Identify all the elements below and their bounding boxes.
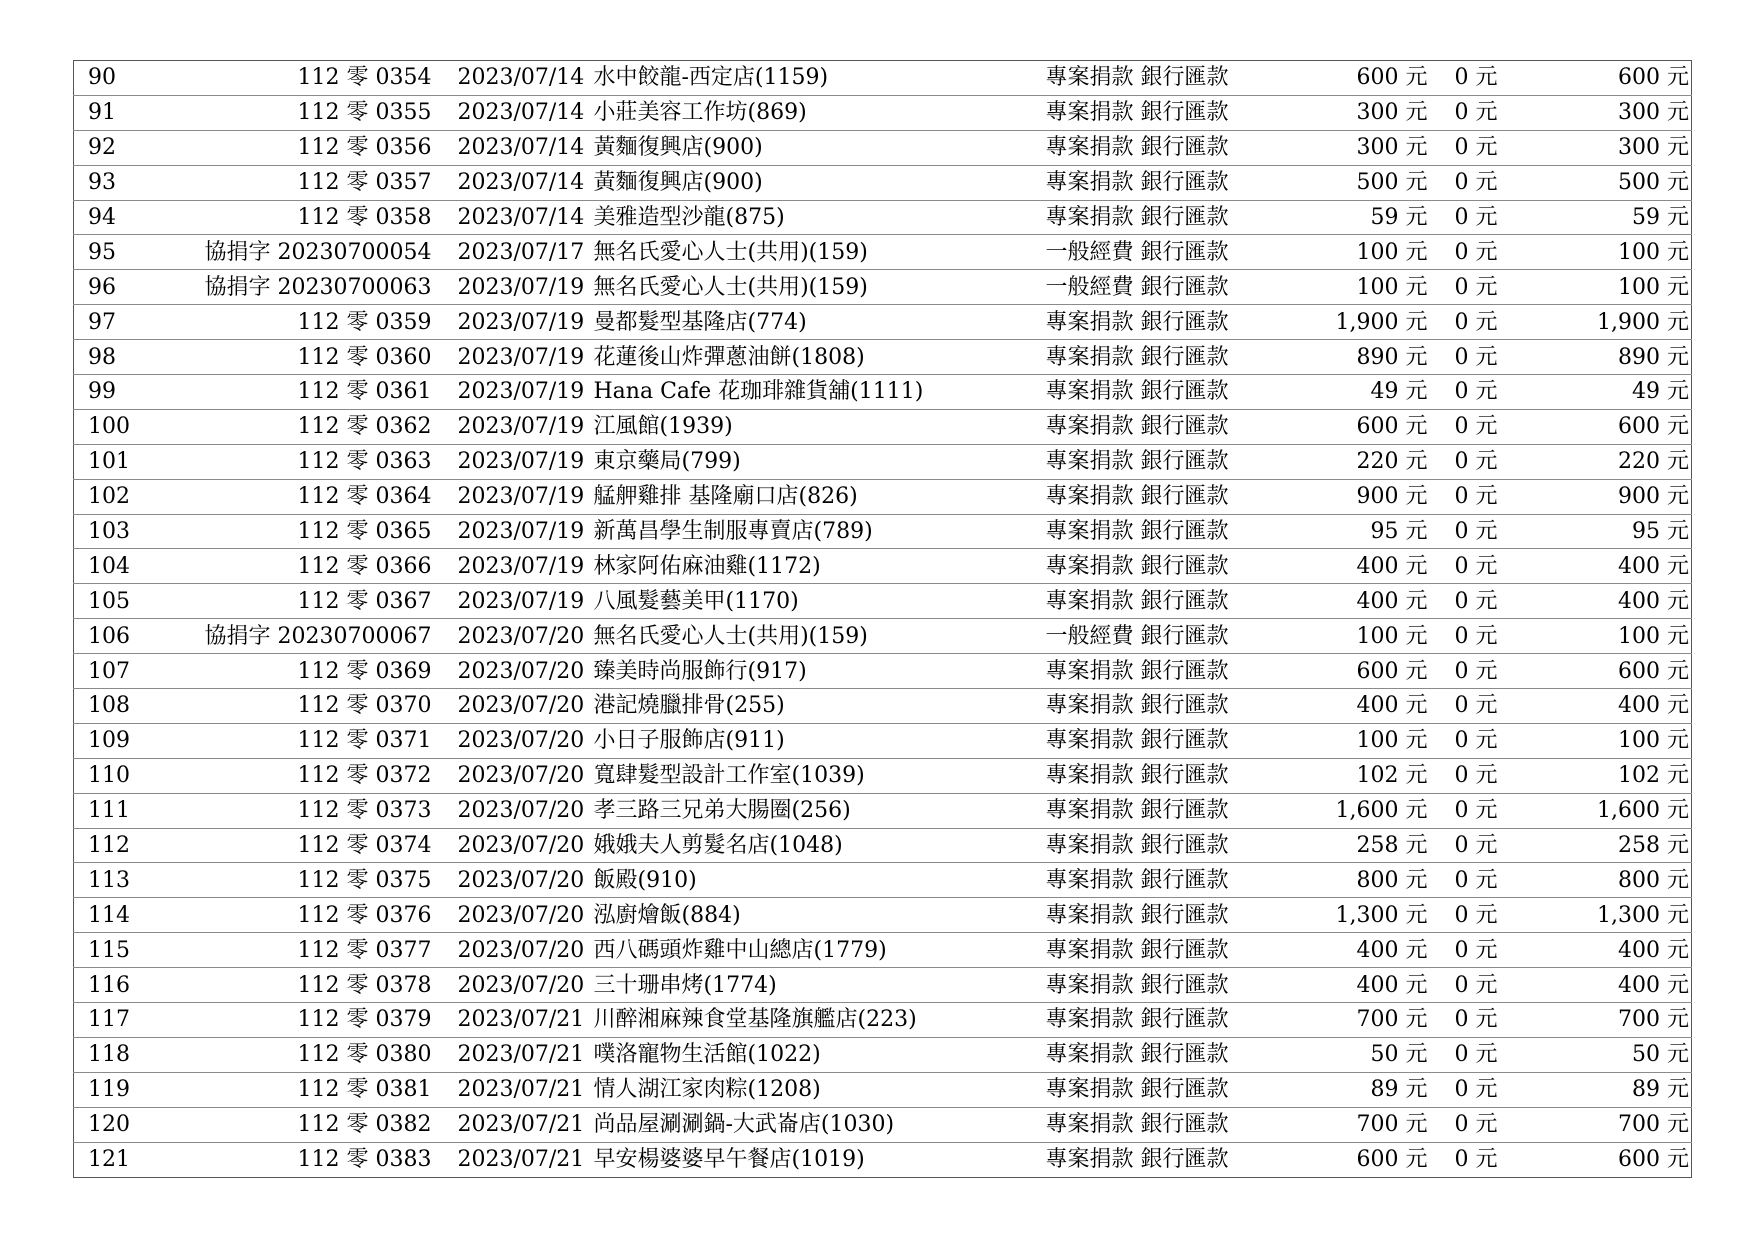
- fee-amount: 0 元: [1440, 514, 1540, 549]
- row-number: 110: [74, 758, 138, 793]
- donor-name: 娥娥夫人剪髮名店(1048): [588, 828, 1042, 863]
- donor-name: 川醉湘麻辣食堂基隆旗艦店(223): [588, 1003, 1042, 1038]
- net-amount: 300 元: [1540, 95, 1692, 130]
- receipt-number: 112 零 0377: [138, 933, 450, 968]
- donation-purpose-method: 專案捐款 銀行匯款: [1042, 1142, 1336, 1177]
- receipt-number: 112 零 0369: [138, 654, 450, 689]
- row-number: 108: [74, 689, 138, 724]
- row-number: 105: [74, 584, 138, 619]
- donation-amount: 100 元: [1336, 723, 1440, 758]
- donation-amount: 400 元: [1336, 584, 1440, 619]
- receipt-number: 112 零 0381: [138, 1072, 450, 1107]
- donation-purpose-method: 專案捐款 銀行匯款: [1042, 1037, 1336, 1072]
- table-row: [74, 235, 1692, 270]
- net-amount: 102 元: [1540, 758, 1692, 793]
- net-amount: 100 元: [1540, 270, 1692, 305]
- net-amount: 400 元: [1540, 968, 1692, 1003]
- table-row: [74, 828, 1692, 863]
- table-row: [74, 200, 1692, 235]
- table-row: [74, 584, 1692, 619]
- donor-name: 花蓮後山炸彈蔥油餅(1808): [588, 340, 1042, 375]
- row-number: 114: [74, 898, 138, 933]
- row-number: 107: [74, 654, 138, 689]
- table-row: [74, 793, 1692, 828]
- receipt-number: 112 零 0371: [138, 723, 450, 758]
- row-number: 106: [74, 619, 138, 654]
- donation-amount: 400 元: [1336, 689, 1440, 724]
- fee-amount: 0 元: [1440, 828, 1540, 863]
- receipt-number: 112 零 0359: [138, 305, 450, 340]
- donation-date: 2023/07/20: [450, 689, 588, 724]
- donation-amount: 600 元: [1336, 654, 1440, 689]
- donation-date: 2023/07/19: [450, 340, 588, 375]
- row-number: 103: [74, 514, 138, 549]
- net-amount: 59 元: [1540, 200, 1692, 235]
- receipt-number: 112 零 0379: [138, 1003, 450, 1038]
- row-number: 90: [74, 61, 138, 96]
- donor-name: 八風髮藝美甲(1170): [588, 584, 1042, 619]
- donation-amount: 100 元: [1336, 235, 1440, 270]
- receipt-number: 112 零 0361: [138, 375, 450, 410]
- table-row: [74, 130, 1692, 165]
- donor-name: 東京藥局(799): [588, 444, 1042, 479]
- donation-purpose-method: 專案捐款 銀行匯款: [1042, 933, 1336, 968]
- table-row: [74, 61, 1692, 96]
- fee-amount: 0 元: [1440, 793, 1540, 828]
- donation-date: 2023/07/21: [450, 1037, 588, 1072]
- donation-amount: 100 元: [1336, 619, 1440, 654]
- fee-amount: 0 元: [1440, 549, 1540, 584]
- receipt-number: 112 零 0374: [138, 828, 450, 863]
- donor-name: 水中餃龍-西定店(1159): [588, 61, 1042, 96]
- net-amount: 600 元: [1540, 61, 1692, 96]
- donor-name: 港記燒臘排骨(255): [588, 689, 1042, 724]
- fee-amount: 0 元: [1440, 584, 1540, 619]
- donation-date: 2023/07/14: [450, 130, 588, 165]
- row-number: 119: [74, 1072, 138, 1107]
- donation-purpose-method: 專案捐款 銀行匯款: [1042, 479, 1336, 514]
- fee-amount: 0 元: [1440, 305, 1540, 340]
- donor-name: 臻美時尚服飾行(917): [588, 654, 1042, 689]
- donation-date: 2023/07/19: [450, 270, 588, 305]
- table-row: [74, 514, 1692, 549]
- receipt-number: 112 零 0378: [138, 968, 450, 1003]
- donation-purpose-method: 專案捐款 銀行匯款: [1042, 654, 1336, 689]
- net-amount: 89 元: [1540, 1072, 1692, 1107]
- row-number: 93: [74, 165, 138, 200]
- fee-amount: 0 元: [1440, 61, 1540, 96]
- net-amount: 700 元: [1540, 1107, 1692, 1142]
- row-number: 91: [74, 95, 138, 130]
- table-row: [74, 723, 1692, 758]
- receipt-number: 112 零 0357: [138, 165, 450, 200]
- donation-purpose-method: 專案捐款 銀行匯款: [1042, 514, 1336, 549]
- donor-name: 西八碼頭炸雞中山總店(1779): [588, 933, 1042, 968]
- donation-date: 2023/07/19: [450, 584, 588, 619]
- fee-amount: 0 元: [1440, 654, 1540, 689]
- donation-amount: 50 元: [1336, 1037, 1440, 1072]
- net-amount: 100 元: [1540, 619, 1692, 654]
- donation-date: 2023/07/20: [450, 863, 588, 898]
- donation-purpose-method: 專案捐款 銀行匯款: [1042, 1072, 1336, 1107]
- donor-name: 無名氏愛心人士(共用)(159): [588, 270, 1042, 305]
- row-number: 117: [74, 1003, 138, 1038]
- donation-amount: 300 元: [1336, 95, 1440, 130]
- receipt-number: 112 零 0366: [138, 549, 450, 584]
- fee-amount: 0 元: [1440, 235, 1540, 270]
- receipt-number: 112 零 0376: [138, 898, 450, 933]
- donation-amount: 49 元: [1336, 375, 1440, 410]
- donation-amount: 400 元: [1336, 968, 1440, 1003]
- receipt-number: 112 零 0355: [138, 95, 450, 130]
- row-number: 97: [74, 305, 138, 340]
- net-amount: 258 元: [1540, 828, 1692, 863]
- donation-date: 2023/07/19: [450, 305, 588, 340]
- table-row: [74, 863, 1692, 898]
- fee-amount: 0 元: [1440, 1037, 1540, 1072]
- donation-amount: 900 元: [1336, 479, 1440, 514]
- donation-amount: 89 元: [1336, 1072, 1440, 1107]
- table-row: [74, 270, 1692, 305]
- donation-date: 2023/07/19: [450, 375, 588, 410]
- donation-purpose-method: 專案捐款 銀行匯款: [1042, 340, 1336, 375]
- donation-purpose-method: 專案捐款 銀行匯款: [1042, 61, 1336, 96]
- donor-name: 無名氏愛心人士(共用)(159): [588, 619, 1042, 654]
- donor-name: 情人湖江家肉粽(1208): [588, 1072, 1042, 1107]
- donation-amount: 600 元: [1336, 61, 1440, 96]
- donation-purpose-method: 專案捐款 銀行匯款: [1042, 549, 1336, 584]
- net-amount: 1,900 元: [1540, 305, 1692, 340]
- donation-purpose-method: 專案捐款 銀行匯款: [1042, 130, 1336, 165]
- donation-amount: 100 元: [1336, 270, 1440, 305]
- row-number: 99: [74, 375, 138, 410]
- net-amount: 100 元: [1540, 723, 1692, 758]
- donation-purpose-method: 專案捐款 銀行匯款: [1042, 444, 1336, 479]
- row-number: 120: [74, 1107, 138, 1142]
- table-row: [74, 549, 1692, 584]
- fee-amount: 0 元: [1440, 375, 1540, 410]
- donor-name: 噗洛寵物生活館(1022): [588, 1037, 1042, 1072]
- fee-amount: 0 元: [1440, 130, 1540, 165]
- receipt-number: 112 零 0364: [138, 479, 450, 514]
- fee-amount: 0 元: [1440, 444, 1540, 479]
- receipt-number: 協捐字 20230700067: [138, 619, 450, 654]
- table-row: [74, 758, 1692, 793]
- net-amount: 800 元: [1540, 863, 1692, 898]
- receipt-number: 112 零 0382: [138, 1107, 450, 1142]
- donation-amount: 800 元: [1336, 863, 1440, 898]
- net-amount: 50 元: [1540, 1037, 1692, 1072]
- donation-purpose-method: 專案捐款 銀行匯款: [1042, 689, 1336, 724]
- receipt-number: 112 零 0356: [138, 130, 450, 165]
- donation-date: 2023/07/20: [450, 793, 588, 828]
- table-row: [74, 409, 1692, 444]
- table-row: [74, 933, 1692, 968]
- ledger-body: [74, 61, 1692, 1178]
- donation-purpose-method: 專案捐款 銀行匯款: [1042, 200, 1336, 235]
- net-amount: 600 元: [1540, 409, 1692, 444]
- donation-purpose-method: 專案捐款 銀行匯款: [1042, 305, 1336, 340]
- donation-amount: 220 元: [1336, 444, 1440, 479]
- fee-amount: 0 元: [1440, 165, 1540, 200]
- receipt-number: 112 零 0373: [138, 793, 450, 828]
- fee-amount: 0 元: [1440, 479, 1540, 514]
- row-number: 95: [74, 235, 138, 270]
- donation-date: 2023/07/14: [450, 95, 588, 130]
- table-row: [74, 689, 1692, 724]
- donation-amount: 1,900 元: [1336, 305, 1440, 340]
- donation-amount: 700 元: [1336, 1107, 1440, 1142]
- donor-name: 小日子服飾店(911): [588, 723, 1042, 758]
- table-row: [74, 444, 1692, 479]
- fee-amount: 0 元: [1440, 1003, 1540, 1038]
- row-number: 94: [74, 200, 138, 235]
- donation-date: 2023/07/20: [450, 619, 588, 654]
- donation-date: 2023/07/20: [450, 828, 588, 863]
- donation-date: 2023/07/19: [450, 444, 588, 479]
- fee-amount: 0 元: [1440, 898, 1540, 933]
- donation-amount: 600 元: [1336, 1142, 1440, 1177]
- donor-name: 孝三路三兄弟大腸圈(256): [588, 793, 1042, 828]
- donation-purpose-method: 專案捐款 銀行匯款: [1042, 968, 1336, 1003]
- row-number: 115: [74, 933, 138, 968]
- fee-amount: 0 元: [1440, 689, 1540, 724]
- receipt-number: 112 零 0363: [138, 444, 450, 479]
- donation-amount: 95 元: [1336, 514, 1440, 549]
- row-number: 104: [74, 549, 138, 584]
- donation-purpose-method: 專案捐款 銀行匯款: [1042, 165, 1336, 200]
- fee-amount: 0 元: [1440, 1142, 1540, 1177]
- receipt-number: 112 零 0372: [138, 758, 450, 793]
- donation-date: 2023/07/20: [450, 723, 588, 758]
- donation-purpose-method: 一般經費 銀行匯款: [1042, 235, 1336, 270]
- table-row: [74, 165, 1692, 200]
- row-number: 118: [74, 1037, 138, 1072]
- table-row: [74, 305, 1692, 340]
- table-row: [74, 898, 1692, 933]
- donation-purpose-method: 專案捐款 銀行匯款: [1042, 758, 1336, 793]
- donation-date: 2023/07/17: [450, 235, 588, 270]
- donor-name: 寬肆髮型設計工作室(1039): [588, 758, 1042, 793]
- fee-amount: 0 元: [1440, 200, 1540, 235]
- donation-purpose-method: 專案捐款 銀行匯款: [1042, 584, 1336, 619]
- donor-name: 黃麵復興店(900): [588, 130, 1042, 165]
- fee-amount: 0 元: [1440, 1072, 1540, 1107]
- donation-purpose-method: 專案捐款 銀行匯款: [1042, 409, 1336, 444]
- donation-purpose-method: 專案捐款 銀行匯款: [1042, 863, 1336, 898]
- row-number: 102: [74, 479, 138, 514]
- receipt-number: 112 零 0362: [138, 409, 450, 444]
- donation-purpose-method: 一般經費 銀行匯款: [1042, 270, 1336, 305]
- donation-date: 2023/07/20: [450, 758, 588, 793]
- fee-amount: 0 元: [1440, 968, 1540, 1003]
- donation-ledger-table: [73, 60, 1692, 1178]
- donation-amount: 59 元: [1336, 200, 1440, 235]
- donation-amount: 500 元: [1336, 165, 1440, 200]
- donation-date: 2023/07/20: [450, 654, 588, 689]
- donor-name: 泓廚燴飯(884): [588, 898, 1042, 933]
- table-row: [74, 340, 1692, 375]
- donor-name: 艋舺雞排 基隆廟口店(826): [588, 479, 1042, 514]
- net-amount: 95 元: [1540, 514, 1692, 549]
- row-number: 92: [74, 130, 138, 165]
- net-amount: 1,300 元: [1540, 898, 1692, 933]
- fee-amount: 0 元: [1440, 340, 1540, 375]
- receipt-number: 112 零 0380: [138, 1037, 450, 1072]
- donation-amount: 300 元: [1336, 130, 1440, 165]
- donation-date: 2023/07/21: [450, 1107, 588, 1142]
- donor-name: 尚品屋涮涮鍋-大武崙店(1030): [588, 1107, 1042, 1142]
- donation-date: 2023/07/19: [450, 549, 588, 584]
- net-amount: 890 元: [1540, 340, 1692, 375]
- row-number: 116: [74, 968, 138, 1003]
- donation-purpose-method: 專案捐款 銀行匯款: [1042, 1003, 1336, 1038]
- net-amount: 600 元: [1540, 1142, 1692, 1177]
- donation-amount: 400 元: [1336, 549, 1440, 584]
- row-number: 109: [74, 723, 138, 758]
- fee-amount: 0 元: [1440, 933, 1540, 968]
- donation-amount: 400 元: [1336, 933, 1440, 968]
- row-number: 96: [74, 270, 138, 305]
- donation-date: 2023/07/14: [450, 61, 588, 96]
- fee-amount: 0 元: [1440, 619, 1540, 654]
- receipt-number: 112 零 0358: [138, 200, 450, 235]
- donor-name: 早安楊婆婆早午餐店(1019): [588, 1142, 1042, 1177]
- row-number: 98: [74, 340, 138, 375]
- net-amount: 100 元: [1540, 235, 1692, 270]
- table-row: [74, 1107, 1692, 1142]
- table-row: [74, 654, 1692, 689]
- donation-amount: 890 元: [1336, 340, 1440, 375]
- donation-date: 2023/07/21: [450, 1003, 588, 1038]
- fee-amount: 0 元: [1440, 95, 1540, 130]
- donor-name: 美雅造型沙龍(875): [588, 200, 1042, 235]
- donation-purpose-method: 專案捐款 銀行匯款: [1042, 898, 1336, 933]
- donor-name: 黃麵復興店(900): [588, 165, 1042, 200]
- receipt-number: 112 零 0365: [138, 514, 450, 549]
- table-row: [74, 1037, 1692, 1072]
- donation-date: 2023/07/14: [450, 200, 588, 235]
- net-amount: 600 元: [1540, 654, 1692, 689]
- donor-name: 飯殿(910): [588, 863, 1042, 898]
- donation-purpose-method: 一般經費 銀行匯款: [1042, 619, 1336, 654]
- fee-amount: 0 元: [1440, 270, 1540, 305]
- net-amount: 400 元: [1540, 584, 1692, 619]
- net-amount: 49 元: [1540, 375, 1692, 410]
- donation-amount: 600 元: [1336, 409, 1440, 444]
- donation-amount: 700 元: [1336, 1003, 1440, 1038]
- net-amount: 700 元: [1540, 1003, 1692, 1038]
- donation-date: 2023/07/19: [450, 514, 588, 549]
- net-amount: 300 元: [1540, 130, 1692, 165]
- donor-name: Hana Cafe 花珈琲雜貨舖(1111): [588, 375, 1042, 410]
- table-row: [74, 1003, 1692, 1038]
- donation-date: 2023/07/21: [450, 1072, 588, 1107]
- donation-purpose-method: 專案捐款 銀行匯款: [1042, 828, 1336, 863]
- donation-amount: 258 元: [1336, 828, 1440, 863]
- donor-name: 曼都髮型基隆店(774): [588, 305, 1042, 340]
- fee-amount: 0 元: [1440, 723, 1540, 758]
- receipt-number: 112 零 0375: [138, 863, 450, 898]
- fee-amount: 0 元: [1440, 409, 1540, 444]
- table-row: [74, 479, 1692, 514]
- receipt-number: 協捐字 20230700054: [138, 235, 450, 270]
- donor-name: 三十珊串烤(1774): [588, 968, 1042, 1003]
- table-row: [74, 968, 1692, 1003]
- row-number: 100: [74, 409, 138, 444]
- donation-purpose-method: 專案捐款 銀行匯款: [1042, 723, 1336, 758]
- table-row: [74, 95, 1692, 130]
- donation-purpose-method: 專案捐款 銀行匯款: [1042, 793, 1336, 828]
- net-amount: 400 元: [1540, 689, 1692, 724]
- donation-purpose-method: 專案捐款 銀行匯款: [1042, 1107, 1336, 1142]
- donation-amount: 1,300 元: [1336, 898, 1440, 933]
- fee-amount: 0 元: [1440, 758, 1540, 793]
- donation-date: 2023/07/19: [450, 479, 588, 514]
- donation-date: 2023/07/14: [450, 165, 588, 200]
- donor-name: 新萬昌學生制服專賣店(789): [588, 514, 1042, 549]
- donation-date: 2023/07/20: [450, 968, 588, 1003]
- donor-name: 林家阿佑麻油雞(1172): [588, 549, 1042, 584]
- net-amount: 500 元: [1540, 165, 1692, 200]
- net-amount: 400 元: [1540, 549, 1692, 584]
- table-row: [74, 375, 1692, 410]
- net-amount: 220 元: [1540, 444, 1692, 479]
- donation-date: 2023/07/20: [450, 933, 588, 968]
- receipt-number: 協捐字 20230700063: [138, 270, 450, 305]
- donation-date: 2023/07/19: [450, 409, 588, 444]
- receipt-number: 112 零 0360: [138, 340, 450, 375]
- net-amount: 900 元: [1540, 479, 1692, 514]
- donation-date: 2023/07/21: [450, 1142, 588, 1177]
- donation-amount: 1,600 元: [1336, 793, 1440, 828]
- table-row: [74, 619, 1692, 654]
- net-amount: 400 元: [1540, 933, 1692, 968]
- fee-amount: 0 元: [1440, 863, 1540, 898]
- row-number: 112: [74, 828, 138, 863]
- receipt-number: 112 零 0370: [138, 689, 450, 724]
- donor-name: 小莊美容工作坊(869): [588, 95, 1042, 130]
- table-row: [74, 1142, 1692, 1177]
- row-number: 113: [74, 863, 138, 898]
- net-amount: 1,600 元: [1540, 793, 1692, 828]
- donor-name: 江風館(1939): [588, 409, 1042, 444]
- table-row: [74, 1072, 1692, 1107]
- donation-purpose-method: 專案捐款 銀行匯款: [1042, 375, 1336, 410]
- donation-amount: 102 元: [1336, 758, 1440, 793]
- donor-name: 無名氏愛心人士(共用)(159): [588, 235, 1042, 270]
- receipt-number: 112 零 0354: [138, 61, 450, 96]
- row-number: 121: [74, 1142, 138, 1177]
- donation-purpose-method: 專案捐款 銀行匯款: [1042, 95, 1336, 130]
- receipt-number: 112 零 0367: [138, 584, 450, 619]
- receipt-number: 112 零 0383: [138, 1142, 450, 1177]
- fee-amount: 0 元: [1440, 1107, 1540, 1142]
- donation-date: 2023/07/20: [450, 898, 588, 933]
- row-number: 111: [74, 793, 138, 828]
- row-number: 101: [74, 444, 138, 479]
